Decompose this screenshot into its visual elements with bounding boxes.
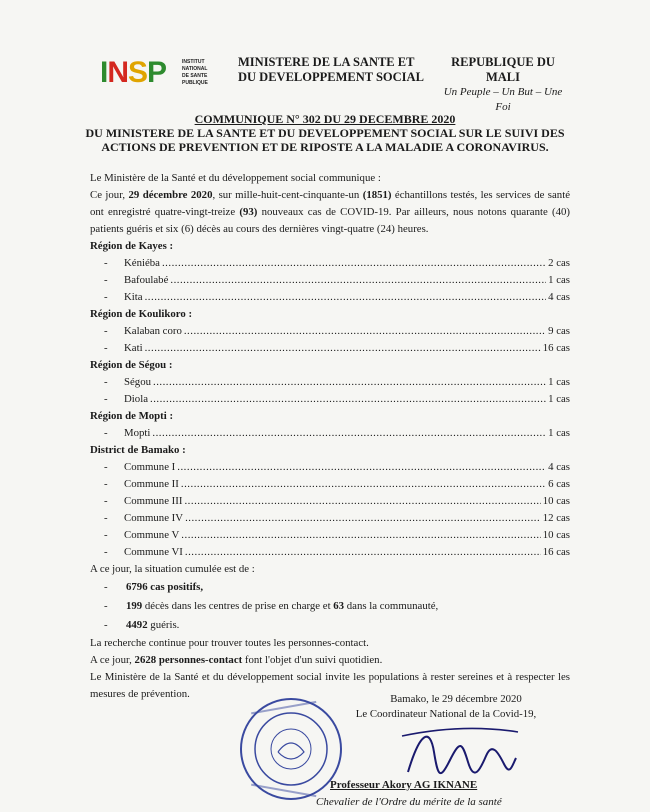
communique-subtitle: DU MINISTERE DE LA SANTE ET DU DEVELOPPEMENT SOCIAL SUR LE SUIVI DES bbox=[85, 126, 565, 140]
republic-header bbox=[438, 55, 568, 115]
locality-name: Kéniéba bbox=[124, 257, 160, 269]
case-count: 4 cas bbox=[548, 461, 570, 473]
text: A ce jour, bbox=[90, 654, 135, 666]
bullet-dash: - bbox=[104, 342, 108, 354]
summary-item bbox=[90, 616, 570, 635]
ministry-line: MINISTERE DE LA SANTE ET bbox=[238, 55, 415, 69]
dot-leader bbox=[185, 510, 541, 527]
samples-count: (1851) bbox=[362, 189, 392, 201]
case-count: 1 cas bbox=[548, 427, 570, 439]
bullet-dash: - bbox=[104, 581, 108, 593]
locality-name: Commune II bbox=[124, 478, 179, 490]
summary-heading: A ce jour, la situation cumulée est de : bbox=[90, 563, 255, 575]
text: font l'objet d'un suivi quotidien. bbox=[242, 654, 383, 666]
signature-date: Bamako, le 29 décembre 2020 bbox=[390, 693, 522, 705]
dot-leader bbox=[150, 391, 546, 408]
dot-leader bbox=[184, 493, 540, 510]
signature-role: Le Coordinateur National de la Covid-19, bbox=[355, 708, 537, 720]
signature-block bbox=[316, 692, 576, 722]
locality-name: Bafoulabé bbox=[124, 274, 169, 286]
case-line bbox=[90, 527, 570, 544]
bullet-dash: - bbox=[104, 325, 108, 337]
case-line bbox=[90, 289, 570, 306]
dot-leader bbox=[181, 476, 546, 493]
case-count: 12 cas bbox=[542, 512, 570, 524]
case-line bbox=[90, 425, 570, 442]
locality-name: Diola bbox=[124, 393, 148, 405]
locality-name: Kita bbox=[124, 291, 143, 303]
locality-name: Commune I bbox=[124, 461, 176, 473]
case-count: 2 cas bbox=[548, 257, 570, 269]
case-count: 4 cas bbox=[548, 291, 570, 303]
dot-leader bbox=[145, 340, 541, 357]
logo-subtext-line: PUBLIQUE bbox=[182, 80, 208, 86]
recovered-count: 4492 bbox=[126, 619, 148, 631]
bullet-dash: - bbox=[104, 291, 108, 303]
dot-leader bbox=[170, 272, 546, 289]
case-line bbox=[90, 323, 570, 340]
region-heading: Région de Koulikoro : bbox=[90, 308, 193, 320]
case-line bbox=[90, 272, 570, 289]
dot-leader bbox=[145, 289, 547, 306]
dot-leader bbox=[181, 527, 540, 544]
bullet-dash: - bbox=[104, 619, 108, 631]
dot-leader bbox=[162, 255, 546, 272]
case-count: 1 cas bbox=[548, 393, 570, 405]
text: nouveaux cas de COVID-19. Par ailleurs, nous notons quarante (40) patients guéris et six (6) décès au cours des dernières vingt-quatre (24) heures. bbox=[90, 206, 570, 235]
case-count: 10 cas bbox=[542, 495, 570, 507]
bullet-dash: - bbox=[104, 257, 108, 269]
case-count: 16 cas bbox=[542, 342, 570, 354]
deaths-community: 63 bbox=[333, 600, 345, 612]
signatory-title: Chevalier de l'Ordre du mérite de la santé bbox=[316, 796, 502, 808]
bullet-dash: - bbox=[104, 461, 108, 473]
case-count: 1 cas bbox=[548, 274, 570, 286]
case-line bbox=[90, 374, 570, 391]
closing-line: La recherche continue pour trouver toutes les personnes-contact. bbox=[90, 637, 369, 649]
locality-name: Commune III bbox=[124, 495, 183, 507]
case-count: 9 cas bbox=[548, 325, 570, 337]
cumulative-cases: 6796 cas positifs, bbox=[126, 581, 204, 593]
closing-line: Le Ministère de la Santé et du développement social invite les populations à rester sereines et à respecter les mesures de prévention. bbox=[90, 671, 570, 700]
text: dans la communauté, bbox=[344, 600, 439, 612]
bullet-dash: - bbox=[104, 512, 108, 524]
dot-leader bbox=[153, 374, 546, 391]
regions-list bbox=[90, 238, 570, 561]
ministry-line: DU DEVELOPPEMENT SOCIAL bbox=[238, 70, 424, 84]
case-line bbox=[90, 510, 570, 527]
region-heading: Région de Kayes : bbox=[90, 240, 174, 252]
locality-name: Commune VI bbox=[124, 546, 183, 558]
insp-logo bbox=[100, 56, 218, 90]
ministry-header bbox=[238, 55, 424, 85]
communique-title: COMMUNIQUE N° 302 DU 29 DECEMBRE 2020 bbox=[194, 112, 456, 126]
intro-paragraph bbox=[90, 187, 570, 238]
dot-leader bbox=[184, 323, 546, 340]
bullet-dash: - bbox=[104, 376, 108, 388]
bullet-dash: - bbox=[104, 274, 108, 286]
locality-name: Ségou bbox=[124, 376, 151, 388]
new-cases-count: (93) bbox=[239, 206, 258, 218]
communique-subtitle: ACTIONS DE PREVENTION ET DE RIPOSTE A LA MALADIE A CORONAVIRUS. bbox=[101, 140, 549, 154]
communique-body bbox=[90, 170, 570, 703]
case-line bbox=[90, 476, 570, 493]
bullet-dash: - bbox=[104, 546, 108, 558]
bullet-dash: - bbox=[104, 600, 108, 612]
logo-subtext-line: NATIONAL bbox=[182, 66, 208, 72]
summary-item bbox=[90, 578, 570, 597]
text: Ce jour, bbox=[90, 189, 129, 201]
text: guéris. bbox=[147, 619, 180, 631]
logo-mark: INSP bbox=[100, 56, 167, 89]
republic-name: REPUBLIQUE DU MALI bbox=[451, 55, 555, 84]
bullet-dash: - bbox=[104, 529, 108, 541]
bullet-dash: - bbox=[104, 393, 108, 405]
logo-subtext-line: DE SANTE bbox=[182, 73, 208, 79]
locality-name: Mopti bbox=[124, 427, 151, 439]
text: échantillons testés, les services de santé ont enregistré quatre-vingt-treize bbox=[90, 189, 570, 218]
case-line bbox=[90, 544, 570, 561]
case-count: 1 cas bbox=[548, 376, 570, 388]
dot-leader bbox=[185, 544, 541, 561]
case-line bbox=[90, 340, 570, 357]
bullet-dash: - bbox=[104, 478, 108, 490]
case-count: 6 cas bbox=[548, 478, 570, 490]
locality-name: Commune V bbox=[124, 529, 180, 541]
logo-subtext bbox=[182, 59, 222, 87]
text: , sur mille-huit-cent-cinquante-un bbox=[212, 189, 363, 201]
communique-titles bbox=[0, 112, 650, 154]
dot-leader bbox=[152, 425, 546, 442]
intro-line: Le Ministère de la Santé et du développement social communique : bbox=[90, 172, 381, 184]
handwritten-signature bbox=[400, 722, 520, 782]
locality-name: Kalaban coro bbox=[124, 325, 182, 337]
case-count: 16 cas bbox=[542, 546, 570, 558]
locality-name: Kati bbox=[124, 342, 143, 354]
logo-subtext-line: INSTITUT bbox=[182, 59, 205, 65]
contacts-count: 2628 personnes-contact bbox=[134, 654, 243, 666]
report-date: 29 décembre 2020 bbox=[128, 189, 213, 201]
locality-name: Commune IV bbox=[124, 512, 184, 524]
region-heading: District de Bamako : bbox=[90, 444, 186, 456]
signatory-name: Professeur Akory AG IKNANE bbox=[330, 779, 478, 791]
case-line bbox=[90, 391, 570, 408]
bullet-dash: - bbox=[104, 427, 108, 439]
republic-motto: Un Peuple – Un But – Une Foi bbox=[443, 86, 563, 113]
case-line bbox=[90, 255, 570, 272]
region-heading: Région de Mopti : bbox=[90, 410, 174, 422]
case-line bbox=[90, 459, 570, 476]
text: décès dans les centres de prise en charge et bbox=[142, 600, 334, 612]
dot-leader bbox=[177, 459, 546, 476]
summary-item bbox=[90, 597, 570, 616]
case-line bbox=[90, 493, 570, 510]
region-heading: Région de Ségou : bbox=[90, 359, 173, 371]
closing-line bbox=[90, 652, 570, 669]
deaths-centers: 199 bbox=[126, 600, 143, 612]
case-count: 10 cas bbox=[542, 529, 570, 541]
bullet-dash: - bbox=[104, 495, 108, 507]
